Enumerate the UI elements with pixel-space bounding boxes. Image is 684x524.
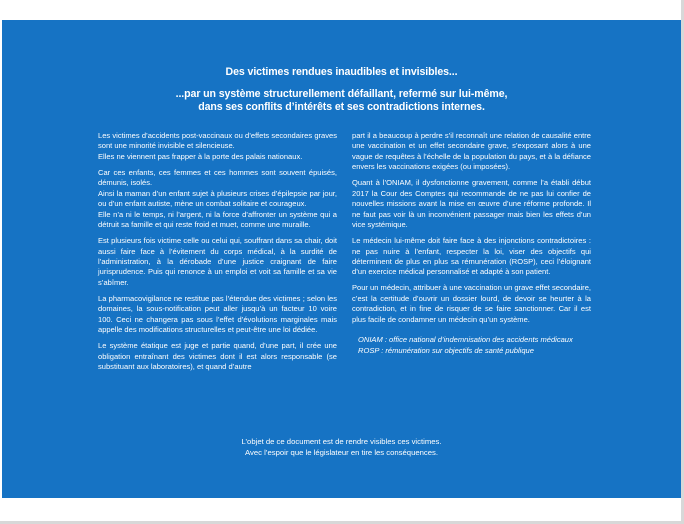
footer-line-1: L’objet de ce document est de rendre visibles ces victimes. [241,437,442,446]
glossary [352,335,591,356]
paragraph: La pharmacovigilance ne restitue pas l’étendue des victimes ; selon les domaines, la sous-notification peut aller jusqu’à un facteur 10 voire 100. Ceci ne changera pas sous l’effet d’évolutions marginales mais appelle des modifications structurelles et peut-être une loi dédiée. [98,293,337,335]
footer [2,437,681,458]
paragraph: Car ces enfants, ces femmes et ces hommes sont souvent épuisés, démunis, isolés. [98,167,337,188]
footer-line-2: Avec l’espoir que le législateur en tire les conséquences. [244,447,438,457]
paragraph: Pour un médecin, attribuer à une vaccination un grave effet secondaire, c’est la certitude d’ouvrir un dossier lourd, de devoir se heurter à la contradiction, et in fine de risquer de se faire sanctionner. Car il est plus facile de condamner un médecin qu’un système. [352,283,591,324]
blue-panel [2,20,681,498]
heading-line-2: ...par un système structurellement défaillant, refermé sur lui-même, [175,88,508,100]
right-column [352,131,591,356]
paragraph: Les victimes d’accidents post-vaccinaux ou d’effets secondaires graves sont une minorité invisible et silencieuse. [98,131,337,151]
heading-line-3: dans ses conflits d’intérêts et ses contradictions internes. [198,101,485,113]
paragraph: part il a beaucoup à perdre s’il reconnaît une relation de causalité entre une vaccination et un effet secondaire grave, s’exposant alors à une vague de requêtes à l’échelle de la population du pays, et à la défiance envers les vaccinations exigées (ou imposées). [352,131,591,172]
heading-line-1: Des victimes rendues inaudibles et invisibles... [225,66,458,78]
glossary-item: ONIAM : office national d’indemnisation des accidents médicaux [358,335,573,345]
paragraph: Ainsi la maman d’un enfant sujet à plusieurs crises d’épilepsie par jour, ou d’un enfant autiste, mène un combat solitaire et courageux. [98,188,337,209]
glossary-item: ROSP : rémunération sur objectifs de santé publique [358,345,534,355]
paragraph: Est plusieurs fois victime celle ou celui qui, souffrant dans sa chair, doit aussi faire face à l’évitement du corps médical, à la surdité de l’administration, à la dérobade d’une justice craignant de faire jurisprudence. Puis qui renonce à un emploi et voit sa famille et sa vie s’abîmer. [98,236,337,287]
paragraph: Elles ne viennent pas frapper à la porte des palais nationaux. [98,151,303,161]
paragraph: Elle n’a ni le temps, ni l’argent, ni la force d’affronter un système qui a détruit sa famille et qui reste froid et muet, comme une muraille. [98,209,337,230]
left-column [98,131,337,378]
paragraph: Le médecin lui-même doit faire face à des injonctions contradictoires : ne pas nuire à l’enfant, respecter la loi, viser des objectifs qui déterminent de plus en plus sa rémunération (ROSP), ceci l’éloignant d’un exercice médical personnalisé et adapté à son patient. [352,236,591,277]
paragraph: Quant à l’ONIAM, il dysfonctionne gravement, comme l’a établi début 2017 la Cour des Comptes qui recommande de ne pas lui confier de nouvelles missions avant la mise en œuvre d’une réforme profonde. Il ne faut pas voir là un inconvénient passager mais bien les effets d’un vice systémique. [352,178,591,230]
paragraph: Le système étatique est juge et partie quand, d’une part, il crée une obligation entraînant des victimes dont il est alors responsable (se substituant aux laboratoires), et quand d’autre [98,341,337,372]
